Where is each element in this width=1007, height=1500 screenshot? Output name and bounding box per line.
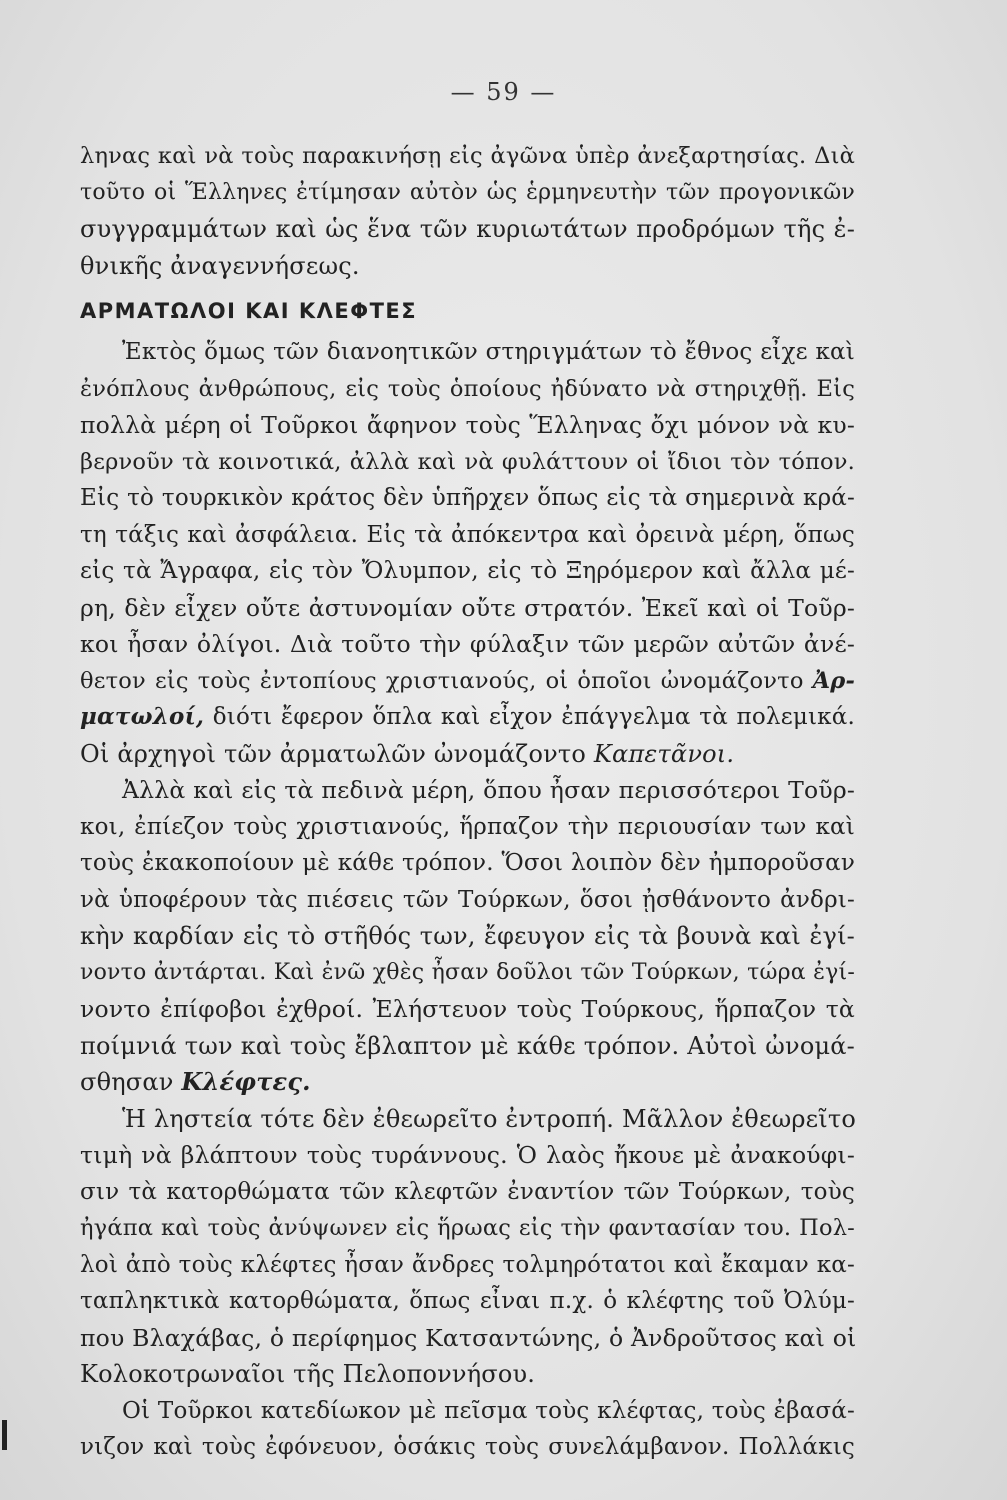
text-line: ἐνόπλους ἀνθρώπους, εἰς τοὺς ὁποίους ἠδύνατο νὰ στηριχθῇ. Εἰς (80, 375, 855, 402)
text-line: ρη, δὲν εἶχεν οὔτε ἀστυνομίαν οὔτε στρατόν. Ἐκεῖ καὶ οἱ Τοῦρ- (80, 593, 855, 622)
text-line: εἰς τὰ Ἄγραφα, εἰς τὸν Ὄλυμπον, εἰς τὸ Ξηρόμερον καὶ ἄλλα μέ- (80, 558, 855, 584)
emphasis-term: Κλέφτες. (181, 1067, 311, 1096)
text-line: ποίμνιά των καὶ τοὺς ἔβλαπτον μὲ κάθε τρόπον. Αὐτοὶ ὠνομά- (80, 1031, 855, 1060)
text-run: θετον εἰς τοὺς ἐντοπίους χριστιανούς, οἱ ὁποῖοι ὠνομάζοντο (80, 667, 813, 694)
text-line: Ἀλλὰ καὶ εἰς τὰ πεδινὰ μέρη, ὅπου ἦσαν περισσότεροι Τοῦρ- (122, 776, 855, 804)
text-line: κὴν καρδίαν εἰς τὸ στῆθός των, ἔφευγον εἰς τὰ βουνὰ καὶ ἐγί- (80, 922, 855, 950)
emphasis-term: ματωλοί, (80, 703, 205, 730)
text-line (80, 1064, 855, 1101)
text-line (80, 736, 855, 773)
text-run: Οἱ ἀρχηγοὶ τῶν ἀρματωλῶν ὠνομάζοντο (80, 739, 594, 768)
text-line: τοῦτο οἱ Ἕλληνες ἐτίμησαν αὐτὸν ὡς ἑρμηνευτὴν τῶν προγονικῶν (80, 179, 855, 205)
text-line: θνικῆς ἀναγεννήσεως. (80, 251, 360, 280)
text-line: νοντο ἀντάρται. Καὶ ἐνῶ χθὲς ἦσαν δοῦλοι τῶν Τούρκων, τώρα ἐγί- (80, 959, 855, 985)
text-line: νιζον καὶ τοὺς ἐφόνευον, ὁσάκις τοὺς συνελάμβανον. Πολλάκις (80, 1434, 855, 1460)
text-line: συγγραμμάτων καὶ ὡς ἕνα τῶν κυριωτάτων προδρόμων τῆς ἐ- (80, 215, 855, 243)
text-line: ληνας καὶ νὰ τοὺς παρακινήσῃ εἰς ἀγῶνα ὑπὲρ ἀνεξαρτησίας. Διὰ (80, 143, 855, 169)
text-line: κοι, ἐπίεζον τοὺς χριστιανούς, ἥρπαζον τὴν περιουσίαν των καὶ (80, 813, 855, 840)
text-line: τιμὴ νὰ βλάπτουν τοὺς τυράννους. Ὁ λαὸς ἤκουε μὲ ἀνακούφι- (80, 1141, 855, 1169)
text-line: βερνοῦν τὰ κοινοτικά, ἀλλὰ καὶ νὰ φυλάττουν οἱ ἴδιοι τὸν τόπον. (80, 448, 855, 475)
text-line (80, 663, 855, 700)
text-run: σθησαν (80, 1068, 182, 1096)
text-line: Οἱ Τοῦρκοι κατεδίωκον μὲ πεῖσμα τοὺς κλέφτας, τοὺς ἐβασά- (122, 1397, 855, 1424)
text-line: λοὶ ἀπὸ τοὺς κλέφτες ἦσαν ἄνδρες τολμηρότατοι καὶ ἔκαμαν κα- (80, 1251, 855, 1278)
text-line: σιν τὰ κατορθώματα τῶν κλεφτῶν ἐναντίον τῶν Τούρκων, τοὺς (80, 1178, 855, 1205)
text-line: πολλὰ μέρη οἱ Τοῦρκοι ἄφηνον τοὺς Ἕλληνας ὄχι μόνον νὰ κυ- (80, 411, 855, 439)
text-line: νοντο ἐπίφοβοι ἐχθροί. Ἐλήστευον τοὺς Τούρκους, ἥρπαζον τὰ (80, 995, 855, 1023)
emphasis-term: Καπετᾶνοι. (593, 739, 735, 768)
text-line: τοὺς ἐκακοποίουν μὲ κάθε τρόπον. Ὅσοι λοιπὸν δὲν ἠμποροῦσαν (80, 850, 855, 876)
text-line: Ἡ ληστεία τότε δὲν ἐθεωρεῖτο ἐντροπή. Μᾶλλον ἐθεωρεῖτο (122, 1104, 857, 1133)
text-line: ταπληκτικὰ κατορθώματα, ὅπως εἶναι π.χ. ὁ κλέφτης τοῦ Ὀλύμ- (80, 1288, 855, 1314)
emphasis-term: Ἀρ- (812, 667, 855, 694)
section-heading: ΑΡΜΑΤΩΛΟΙ ΚΑΙ ΚΛΕΦΤΕΣ (80, 299, 418, 323)
text-line: νὰ ὑποφέρουν τὰς πιέσεις τῶν Τούρκων, ὅσοι ᾐσθάνοντο ἀνδρι- (80, 886, 855, 913)
scan-edge-mark (2, 1420, 7, 1450)
text-run: διότι ἔφερον ὅπλα καὶ εἶχον ἐπάγγελμα τὰ πολεμικά. (204, 704, 855, 730)
text-block (80, 138, 855, 1466)
text-line: κοι ἦσαν ὀλίγοι. Διὰ τοῦτο τὴν φύλαξιν τῶν μερῶν αὐτῶν ἀνέ- (80, 630, 855, 658)
text-line: τη τάξις καὶ ἀσφάλεια. Εἰς τὰ ἀπόκεντρα καὶ ὀρεινὰ μέρη, ὅπως (80, 521, 855, 548)
text-line: Ἐκτὸς ὅμως τῶν διανοητικῶν στηριγμάτων τὸ ἔθνος εἶχε καὶ (122, 339, 855, 365)
text-line: ἠγάπα καὶ τοὺς ἀνύψωνεν εἰς ἥρωας εἰς τὴν φαντασίαν του. Πολ- (80, 1215, 855, 1241)
text-line: Εἰς τὸ τουρκικὸν κράτος δὲν ὑπῆρχεν ὅπως εἰς τὰ σημερινὰ κρά- (80, 485, 855, 511)
text-line: που Βλαχάβας, ὁ περίφημος Κατσαντώνης, ὁ Ἀνδροῦτσος καὶ οἱ (80, 1323, 857, 1352)
text-line: Κολοκοτρωναῖοι τῆς Πελοποννήσου. (80, 1360, 536, 1388)
page-number: — 59 — (450, 78, 557, 106)
text-line (80, 699, 855, 736)
